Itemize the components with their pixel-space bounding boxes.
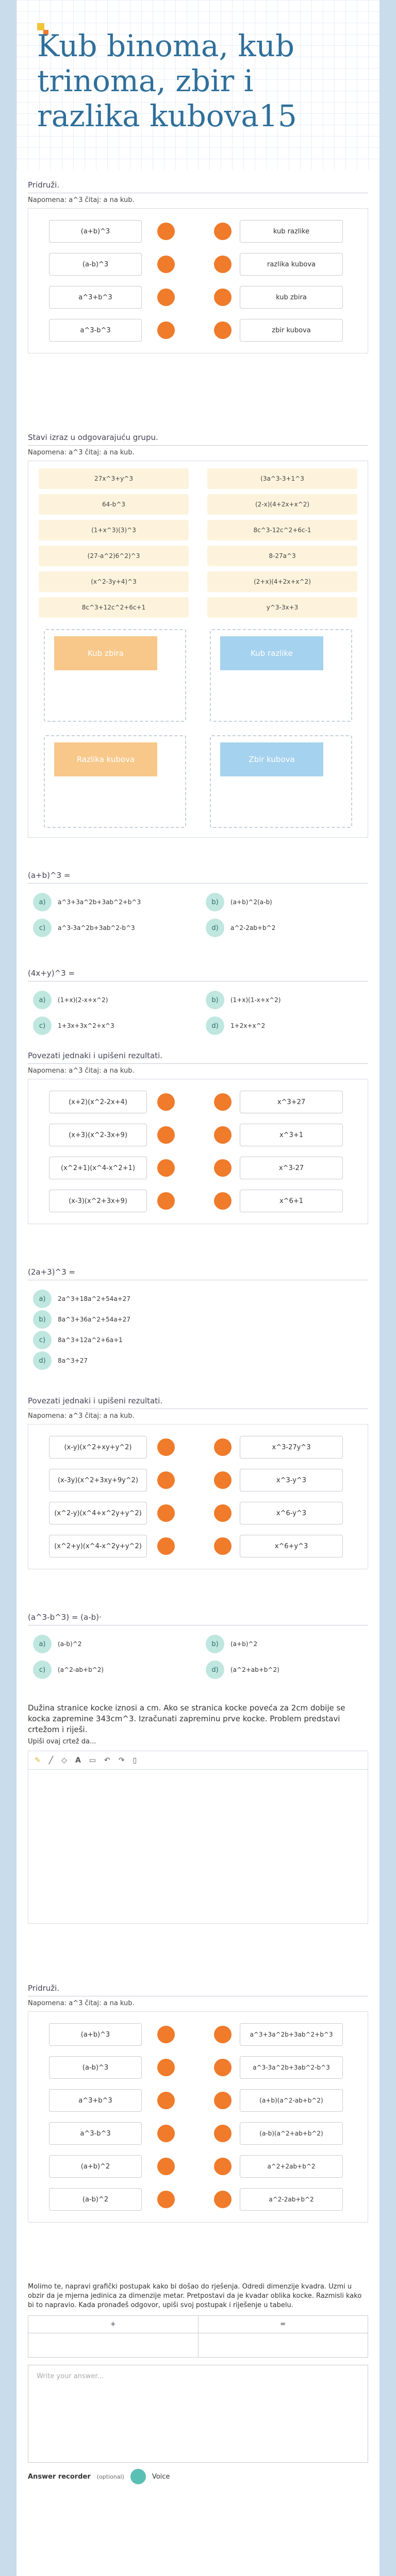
match-dot[interactable] [214, 2026, 232, 2043]
match-left-card[interactable]: a^3-b^3 [49, 2122, 142, 2145]
match-left-card[interactable]: (x-3y)(x^2+3xy+9y^2) [49, 1469, 147, 1492]
match-dot[interactable] [157, 2059, 175, 2076]
match-right-card[interactable]: (a+b)(a^2-ab+b^2) [240, 2089, 343, 2112]
match-row [28, 281, 368, 314]
question-1 [28, 180, 368, 353]
question-9 [28, 1703, 368, 1924]
option-text: a^3-3a^2b+3ab^2-b^3 [58, 924, 135, 931]
option-text: 8a^3+36a^2+54a+27 [58, 1316, 131, 1323]
question-instruction: Upiši ovaj crtež da... [28, 1738, 96, 1745]
option-text: a^2-2ab+b^2 [230, 924, 276, 931]
match-right-card[interactable]: x^6-y^3 [240, 1502, 343, 1524]
match-right-card[interactable]: x^6+y^3 [240, 1535, 343, 1557]
text-tool-icon[interactable]: A [75, 1756, 81, 1765]
worksheet-page [16, 0, 380, 2576]
recorder-label: Answer recorder [28, 2472, 91, 2481]
match-row [28, 1464, 368, 1497]
match-dot[interactable] [157, 223, 175, 240]
match-dot[interactable] [214, 2092, 232, 2109]
match-row [28, 1431, 368, 1464]
options-list [28, 1286, 368, 1373]
question-title: (a+b)^3 = [28, 871, 71, 880]
option-letter: c) [33, 1331, 52, 1349]
question-8 [28, 1613, 368, 1682]
option-text: (1+x)(2-x+x^2) [58, 996, 108, 1004]
match-row [28, 2117, 368, 2150]
sort-item[interactable]: (x^2-3y+4)^3 [39, 571, 189, 592]
question-10 [28, 1984, 368, 2223]
question-title: (2a+3)^3 = [28, 1267, 75, 1277]
option-text: a^3+3a^2b+3ab^2+b^3 [58, 899, 141, 906]
match-dot[interactable] [157, 256, 175, 273]
match-dot[interactable] [214, 289, 232, 306]
recorder-optional: (optional) [96, 2473, 124, 2480]
question-2 [28, 433, 368, 838]
match-dot[interactable] [214, 1504, 232, 1522]
microphone-icon[interactable] [130, 2469, 146, 2484]
question-hint: Napomena: a^3 čitaj: a na kub. [28, 1067, 135, 1075]
undo-icon[interactable]: ↶ [104, 1756, 110, 1765]
table-cell[interactable] [198, 2333, 368, 2357]
match-right-card[interactable]: razlika kubova [240, 253, 343, 276]
sort-item[interactable]: (27-a^2)6^2)^3 [39, 546, 189, 566]
worksheet-title: Kub binoma, kub trinoma, zbir i razlika kubova15 [37, 28, 297, 133]
match-row [28, 2084, 368, 2117]
match-dot[interactable] [214, 2125, 232, 2142]
match-row [28, 1151, 368, 1184]
sort-item[interactable]: 64-b^3 [39, 494, 189, 515]
bin-label: Kub razlike [220, 636, 323, 670]
match-row [28, 248, 368, 281]
sort-item[interactable]: (2+x)(4+2x+x^2) [207, 571, 357, 592]
answer-recorder [28, 2469, 368, 2484]
option-text: 8a^3+12a^2+6a+1 [58, 1336, 123, 1344]
redo-icon[interactable]: ↷ [118, 1756, 125, 1765]
match-dot[interactable] [157, 1093, 175, 1111]
match-dot[interactable] [157, 289, 175, 306]
recorder-voice-label: Voice [152, 2472, 170, 2481]
option[interactable] [33, 1330, 363, 1350]
sort-item[interactable]: (1+x^3)(3)^3 [39, 520, 189, 540]
match-dot[interactable] [157, 1438, 175, 1456]
sort-bin[interactable] [44, 629, 186, 722]
match-dot[interactable] [157, 1537, 175, 1555]
match-dot[interactable] [214, 1093, 232, 1111]
match-dot[interactable] [157, 2158, 175, 2175]
option-text: (1+x)(1-x+x^2) [230, 996, 281, 1004]
match-row [28, 2018, 368, 2051]
option-text: 2a^3+18a^2+54a+27 [58, 1295, 131, 1302]
option-text: (a^2-ab+b^2) [58, 1666, 104, 1673]
option-letter: d) [33, 1351, 52, 1370]
options-grid [28, 1632, 368, 1682]
match-row [28, 1118, 368, 1151]
shape-icon[interactable]: ▭ [89, 1756, 96, 1765]
match-left-card[interactable]: (a+b)^2 [49, 2155, 142, 2178]
match-left-card[interactable]: (x^2+1)(x^4-x^2+1) [49, 1157, 147, 1179]
match-right-card[interactable]: x^3+27 [240, 1091, 343, 1113]
option[interactable] [33, 1634, 190, 1654]
match-row [28, 1184, 368, 1217]
answer-textarea[interactable]: Write your answer... [28, 2365, 368, 2463]
match-row [28, 314, 368, 347]
pencil-icon[interactable]: ✎ [35, 1756, 41, 1765]
match-left-card[interactable]: (x-y)(x^2+xy+y^2) [49, 1436, 147, 1459]
match-left-card[interactable]: (x^2-y)(x^4+x^2y+y^2) [49, 1502, 147, 1524]
match-right-card[interactable]: a^3+3a^2b+3ab^2+b^3 [240, 2023, 343, 2046]
question-title: (a^3-b^3) = (a-b)· [28, 1613, 102, 1622]
question-11 [28, 2282, 368, 2484]
option[interactable] [33, 1015, 190, 1036]
match-dot[interactable] [157, 1126, 175, 1144]
worksheet-body [19, 170, 377, 2576]
match-dot[interactable] [214, 2191, 232, 2208]
option-letter: a) [33, 1290, 52, 1308]
divider [28, 445, 368, 446]
match-right-card[interactable]: x^3-27 [240, 1157, 343, 1179]
match-right-card[interactable]: a^2+2ab+b^2 [240, 2155, 343, 2178]
option[interactable] [33, 1289, 363, 1309]
option-letter: a) [33, 893, 52, 911]
option[interactable] [206, 918, 363, 938]
question-hint: Napomena: a^3 čitaj: a na kub. [28, 1999, 135, 2007]
match-row [28, 1497, 368, 1530]
table-header-cell: + [110, 2320, 116, 2328]
match-right-card[interactable]: a^3-3a^2b+3ab^2-b^3 [240, 2056, 343, 2079]
match-row [28, 215, 368, 248]
table-header [28, 2316, 368, 2333]
drawing-toolbar [28, 1751, 368, 1769]
match-left-card[interactable]: (a+b)^3 [49, 2023, 142, 2046]
match-dot[interactable] [157, 1471, 175, 1489]
match-dot[interactable] [157, 1159, 175, 1177]
match-left-card[interactable]: (x+3)(x^2-3x+9) [49, 1124, 147, 1146]
match-left-card[interactable]: (a-b)^2 [49, 2188, 142, 2211]
match-left-card[interactable]: (a-b)^3 [49, 2056, 142, 2079]
option-text: (a-b)^2 [58, 1640, 82, 1648]
question-7 [28, 1396, 368, 1569]
match-dot[interactable] [214, 1438, 232, 1456]
match-dot[interactable] [157, 2092, 175, 2109]
match-left-card[interactable]: (x+2)(x^2-2x+4) [49, 1091, 147, 1113]
sort-item[interactable]: 27x^3+y^3 [39, 468, 189, 489]
match-row [28, 2183, 368, 2216]
option-letter: d) [206, 1660, 224, 1679]
match-left-card[interactable]: a^3+b^3 [49, 286, 142, 309]
match-dot[interactable] [214, 2158, 232, 2175]
match-dot[interactable] [157, 1192, 175, 1210]
option-letter: c) [33, 1016, 52, 1035]
question-title: Dužina stranice kocke iznosi a cm. Ako se stranica kocke poveća za 2cm dobije se kocka zapremine 343cm^3. Izračunati zapreminu prve kocke. Problem predstavi crtežom i riješi. [28, 1703, 345, 1734]
match-dot[interactable] [214, 1192, 232, 1210]
option-text: 8a^3+27 [58, 1357, 88, 1364]
option[interactable] [206, 990, 363, 1010]
question-title: Pridruži. [28, 180, 60, 190]
match-row [28, 1086, 368, 1118]
options-grid [28, 988, 368, 1038]
divider [28, 1063, 368, 1064]
question-title: Stavi izraz u odgovarajuću grupu. [28, 433, 158, 442]
option-text: 1+3x+3x^2+x^3 [58, 1022, 114, 1029]
question-hint: Napomena: a^3 čitaj: a na kub. [28, 449, 135, 456]
match-dot[interactable] [214, 1471, 232, 1489]
option-text: 1+2x+x^2 [230, 1022, 266, 1029]
question-hint: Napomena: a^3 čitaj: a na kub. [28, 1412, 135, 1420]
match-dot[interactable] [157, 2026, 175, 2043]
match-box [28, 2011, 368, 2223]
drawing-canvas[interactable] [28, 1769, 368, 1924]
match-dot[interactable] [214, 256, 232, 273]
option[interactable] [33, 1350, 363, 1371]
match-right-card[interactable]: zbir kubova [240, 319, 343, 342]
option-text: (a+b)^2 [230, 1640, 258, 1648]
match-right-card[interactable]: kub zbira [240, 286, 343, 309]
option-letter: c) [33, 1660, 52, 1679]
match-left-card[interactable]: a^3+b^3 [49, 2089, 142, 2112]
sort-item[interactable]: (3a^3-3+1^3 [207, 468, 357, 489]
option-letter: d) [206, 919, 224, 937]
question-6 [28, 1267, 368, 1373]
eraser-icon[interactable]: ◇ [61, 1756, 67, 1765]
bin-label: Zbir kubova [220, 742, 323, 776]
question-hint: Napomena: a^3 čitaj: a na kub. [28, 196, 135, 204]
match-right-card[interactable]: x^6+1 [240, 1190, 343, 1212]
match-dot[interactable] [157, 2125, 175, 2142]
option-letter: a) [33, 1635, 52, 1653]
option-letter: b) [33, 1310, 52, 1329]
question-3 [28, 871, 368, 940]
option-text: (a+b)^2(a-b) [230, 899, 272, 906]
option[interactable] [206, 1015, 363, 1036]
match-dot[interactable] [157, 321, 175, 339]
question-title: Povezati jednaki i upišeni rezultati. [28, 1396, 163, 1405]
match-left-card[interactable]: (x-3)(x^2+3x+9) [49, 1190, 147, 1212]
sort-item[interactable]: 8c^3+12c^2+6c+1 [39, 597, 189, 618]
match-dot[interactable] [214, 2059, 232, 2076]
option-letter: d) [206, 1016, 224, 1035]
table-row [28, 2333, 368, 2357]
sort-item[interactable]: 8c^3-12c^2+6c-1 [207, 520, 357, 540]
table-header-cell: = [198, 2316, 368, 2333]
answer-table [28, 2315, 368, 2358]
match-left-card[interactable]: (x^2+y)(x^4-x^2y+y^2) [49, 1535, 147, 1557]
worksheet-header [16, 0, 380, 170]
sort-bin[interactable] [44, 735, 186, 828]
sort-item[interactable]: (2-x)(4+2x+x^2) [207, 494, 357, 515]
match-right-card[interactable]: kub razlike [240, 220, 343, 243]
brush-icon[interactable]: ╱ [48, 1756, 54, 1765]
match-left-card[interactable]: (a+b)^3 [49, 220, 142, 243]
match-dot[interactable] [157, 1504, 175, 1522]
match-right-card[interactable]: x^3+1 [240, 1124, 343, 1146]
sort-box [28, 461, 368, 838]
trash-icon[interactable]: ▯ [133, 1756, 137, 1765]
match-dot[interactable] [157, 2191, 175, 2208]
question-title: Povezati jednaki i upišeni rezultati. [28, 1051, 163, 1060]
sort-items [28, 461, 368, 625]
sort-item[interactable]: y^3-3x+3 [207, 597, 357, 618]
sort-bin[interactable] [210, 735, 352, 828]
match-row [28, 2051, 368, 2084]
option[interactable] [206, 1634, 363, 1654]
match-right-card[interactable]: a^2-2ab+b^2 [240, 2188, 343, 2211]
match-right-card[interactable]: (a-b)(a^2+ab+b^2) [240, 2122, 343, 2145]
sort-bins [28, 625, 368, 837]
option[interactable] [206, 892, 363, 912]
option[interactable] [33, 892, 190, 912]
option[interactable] [33, 990, 190, 1010]
match-left-card[interactable]: a^3-b^3 [49, 319, 142, 342]
option[interactable] [33, 1309, 363, 1330]
sort-bin[interactable] [210, 629, 352, 722]
match-dot[interactable] [214, 223, 232, 240]
option-letter: a) [33, 991, 52, 1009]
question-5 [28, 1051, 368, 1224]
question-title: (4x+y)^3 = [28, 969, 75, 978]
match-row [28, 1530, 368, 1563]
option[interactable] [33, 918, 190, 938]
option[interactable] [206, 1659, 363, 1680]
option[interactable] [33, 1659, 190, 1680]
divider [28, 883, 368, 884]
question-4 [28, 969, 368, 1038]
match-right-card[interactable]: x^3-y^3 [240, 1469, 343, 1492]
match-row [28, 2150, 368, 2183]
question-title: Pridruži. [28, 1984, 60, 1993]
match-box [28, 1424, 368, 1569]
match-dot[interactable] [214, 1159, 232, 1177]
table-cell[interactable] [28, 2333, 198, 2357]
option-text: (a^2+ab+b^2) [230, 1666, 279, 1673]
match-box [28, 1079, 368, 1224]
option-letter: b) [206, 893, 224, 911]
question-title: Molimo te, napravi grafički postupak kako bi došao do rješenja. Odredi dimenzije kvadra. Uzmi u obzir da je mjerna jedinica za dimenzije metar. Pretpostavi da je kvadar oblika kocke. Razmisli kako bi to napravio. Kada pronađeš odgovor, upiši svoj postupak i riješenje u tabelu. [28, 2283, 362, 2309]
bin-label: Kub zbira [54, 636, 157, 670]
option-letter: c) [33, 919, 52, 937]
match-box [28, 208, 368, 353]
match-right-card[interactable]: x^3-27y^3 [240, 1436, 343, 1459]
match-left-card[interactable]: (a-b)^3 [49, 253, 142, 276]
option-letter: b) [206, 1635, 224, 1653]
sort-item[interactable]: 8-27a^3 [207, 546, 357, 566]
options-grid [28, 890, 368, 940]
match-dot[interactable] [214, 1126, 232, 1144]
bin-label: Razlika kubova [54, 742, 157, 776]
match-dot[interactable] [214, 321, 232, 339]
match-dot[interactable] [214, 1537, 232, 1555]
option-letter: b) [206, 991, 224, 1009]
